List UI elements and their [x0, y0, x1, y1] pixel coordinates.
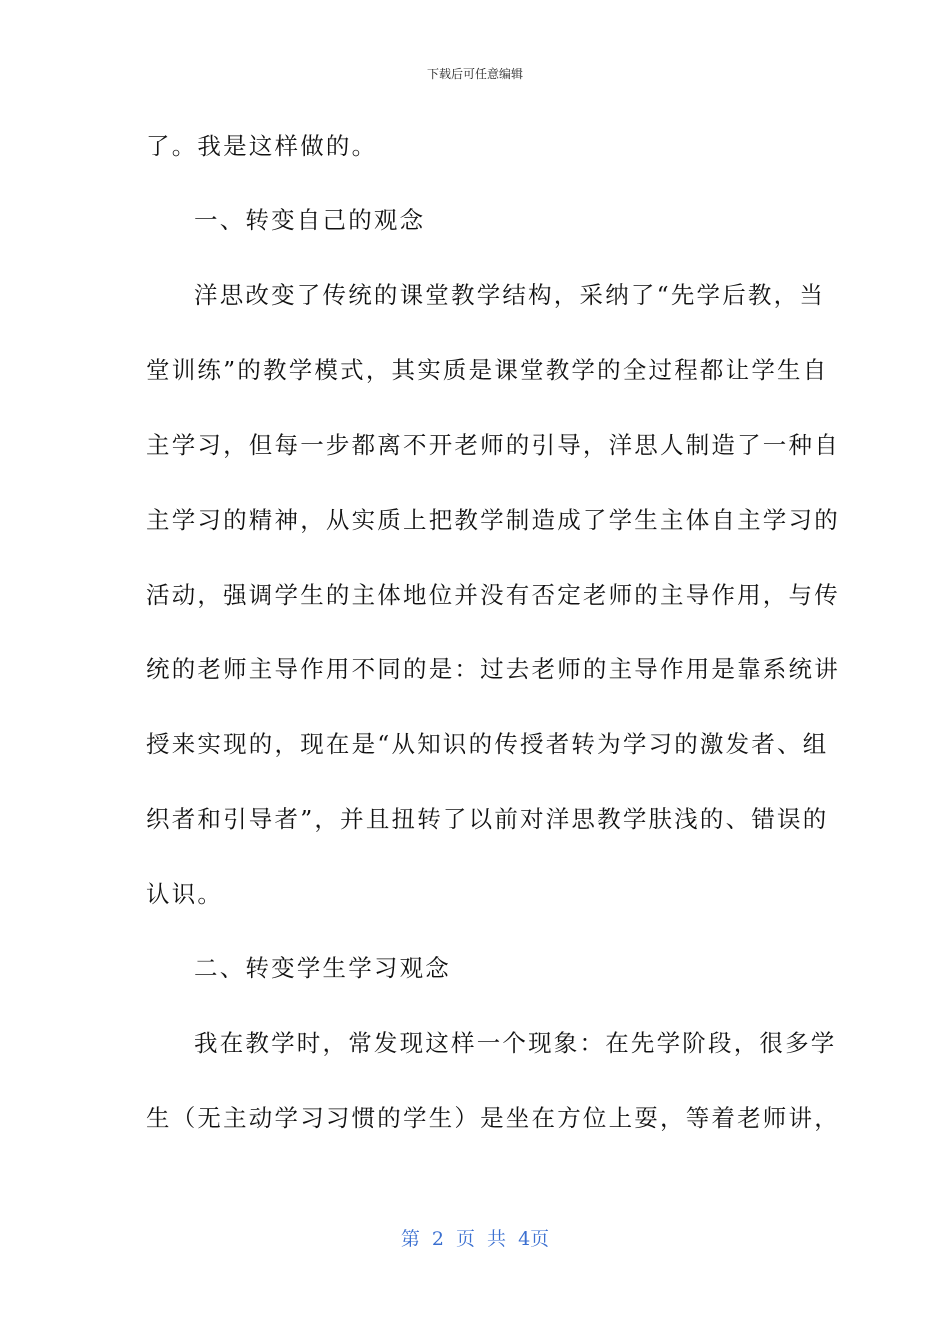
body-line: 生（无主动学习习惯的学生）是坐在方位上耍，等着老师讲， [146, 1104, 840, 1132]
body-line: 认识。 [146, 880, 224, 908]
body-line: 统的老师主导作用不同的是：过去老师的主导作用是靠系统讲 [146, 655, 840, 683]
page-number-footer: 第 2 页 共 4页 [400, 1228, 550, 1250]
page-header-note: 下载后可任意编辑 [426, 67, 523, 81]
body-line: 活动，强调学生的主体地位并没有否定老师的主导作用，与传 [146, 581, 840, 609]
body-line: 主学习，但每一步都离不开老师的引导，洋思人制造了一种自 [146, 431, 840, 459]
section-heading: 二、转变学生学习观念 [194, 954, 451, 982]
body-line: 授来实现的，现在是“从知识的传授者转为学习的激发者、组 [146, 730, 829, 758]
body-line: 堂训练”的教学模式，其实质是课堂教学的全过程都让学生自 [146, 356, 829, 384]
body-line: 我在教学时，常发现这样一个现象：在先学阶段，很多学 [194, 1029, 837, 1057]
section-heading: 一、转变自己的观念 [194, 206, 426, 234]
body-line: 洋思改变了传统的课堂教学结构，采纳了“先学后教，当 [194, 281, 826, 309]
body-line: 主学习的精神，从实质上把教学制造成了学生主体自主学习的 [146, 506, 840, 534]
body-line: 了。我是这样做的。 [146, 132, 378, 160]
body-line: 织者和引导者”，并且扭转了以前对洋思教学肤浅的、错误的 [146, 805, 829, 833]
